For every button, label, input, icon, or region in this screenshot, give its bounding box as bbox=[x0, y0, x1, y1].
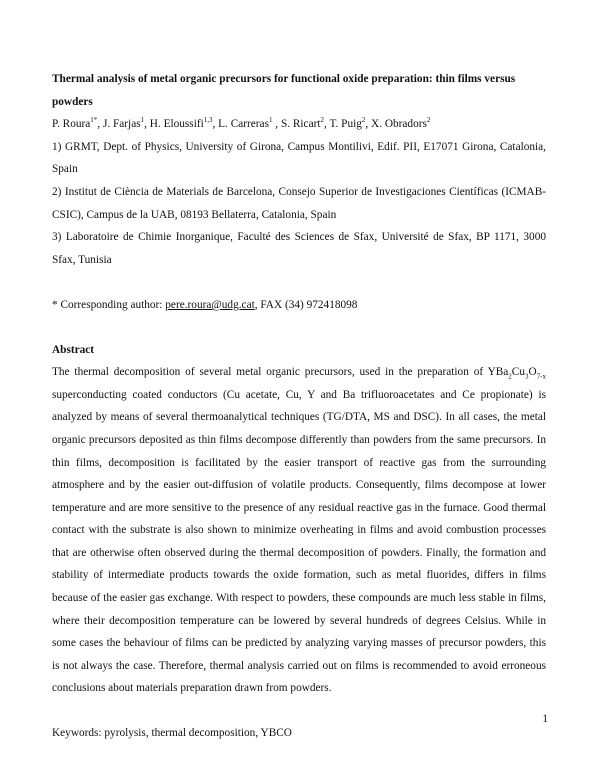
author: P. Roura bbox=[52, 118, 91, 131]
author-sup: 2 bbox=[320, 116, 324, 125]
author-sup: 1 bbox=[268, 116, 273, 125]
author: X. Obradors bbox=[371, 118, 427, 131]
author: H. Eloussifi bbox=[149, 118, 204, 131]
author-sup: 1* bbox=[90, 116, 98, 125]
paper-title: Thermal analysis of metal organic precursors for functional oxide preparation: thin films versus powders bbox=[52, 73, 516, 108]
affiliation-2: 2) Institut de Ciència de Materials de Barcelona, Consejo Superior de Investigaciones Científicas (ICMAB-CSIC), Campus de la UAB, 08193 Bellaterra, Catalonia, Spain bbox=[52, 185, 546, 221]
abstract-text bbox=[52, 361, 546, 700]
author-list: P. Roura$^{1*}$, J. Farjas$^1$, H. Eloussifi$^{1,3}$, L. Carreras$^1$ , S. Ricart$^2$, T. Puig$^2$, X. Obradors$^2$ bbox=[52, 116, 431, 131]
keywords: Keywords: pyrolysis, thermal decomposition, YBCO bbox=[52, 727, 292, 740]
correspondence bbox=[52, 294, 546, 317]
affiliation-3: 3) Laboratoire de Chimie Inorganique, Faculté des Sciences de Sfax, Université de Sfax, BP 1171, 3000 Sfax, Tunisia bbox=[52, 231, 546, 266]
author: S. Ricart bbox=[280, 118, 321, 131]
formula-sub: 2 bbox=[508, 372, 512, 381]
formula-part: YBa bbox=[487, 366, 509, 379]
author: T. Puig bbox=[329, 118, 362, 131]
abstract-body: superconducting coated conductors (Cu acetate, Cu, Y and Ba trifluoroacetates and Ce propionate) is analyzed by means of several thermoanalytical techniques (TG/DTA, MS and DSC). In all cases, the metal organic precursors deposited as thin films decompose differently than powders from the same precursors. In thin films, decomposition is facilitated by the easier transport of reactive gas from the surrounding atmosphere and by the easier out-diffusion of volatile products. Consequently, films decompose at lower temperature and are more sensitive to the presence of any residual reactive gas in the furnace. Good thermal contact with the substrate is also shown to minimize overheating in films and avoid combustion processes that are otherwise often observed during the thermal decomposition of powders. Finally, the formation and stability of intermediate products towards the oxide formation, such as metal fluorides, differs in films because of the easier gas exchange. With respect to powders, these compounds are much less stable in films, where their decomposition temperature can be lowered by several hundreds of degrees Celsius. While in some cases the behaviour of films can be predicted by analyzing varying masses of precursor powders, this is not always the case. Therefore, thermal analysis carried out on films is recommended to avoid erroneous conclusions about materials preparation drawn from powders. bbox=[52, 388, 546, 695]
correspondence-suffix: , FAX (34) 972418098 bbox=[254, 298, 358, 311]
author-sup: 1 bbox=[140, 116, 145, 125]
author-sup: 1,3 bbox=[203, 116, 213, 125]
author-sup: 2 bbox=[361, 116, 366, 125]
formula-sub: 7-x bbox=[536, 372, 546, 381]
abstract-lead: The thermal decomposition of several metal organic precursors, used in the preparation of bbox=[52, 366, 488, 379]
affiliation-1: 1) GRMT, Dept. of Physics, University of Girona, Campus Montilivi, Edif. PII, E17071 Girona, Catalonia, Spain bbox=[52, 140, 546, 176]
author: L. Carreras bbox=[218, 118, 269, 131]
paper-page bbox=[52, 68, 546, 745]
chemical-formula bbox=[487, 366, 546, 381]
email-link[interactable]: pere.roura@udg.cat bbox=[165, 298, 255, 311]
author-sup: 2 bbox=[426, 116, 431, 125]
correspondence-prefix: * Corresponding author: bbox=[52, 298, 166, 311]
formula-part: Cu bbox=[511, 366, 525, 379]
abstract-heading: Abstract bbox=[52, 343, 95, 356]
formula-sub: 3 bbox=[524, 372, 529, 381]
author: J. Farjas bbox=[102, 118, 141, 131]
page-number: 1 bbox=[542, 713, 548, 725]
spacer bbox=[52, 271, 546, 294]
formula-part: O bbox=[528, 366, 537, 379]
